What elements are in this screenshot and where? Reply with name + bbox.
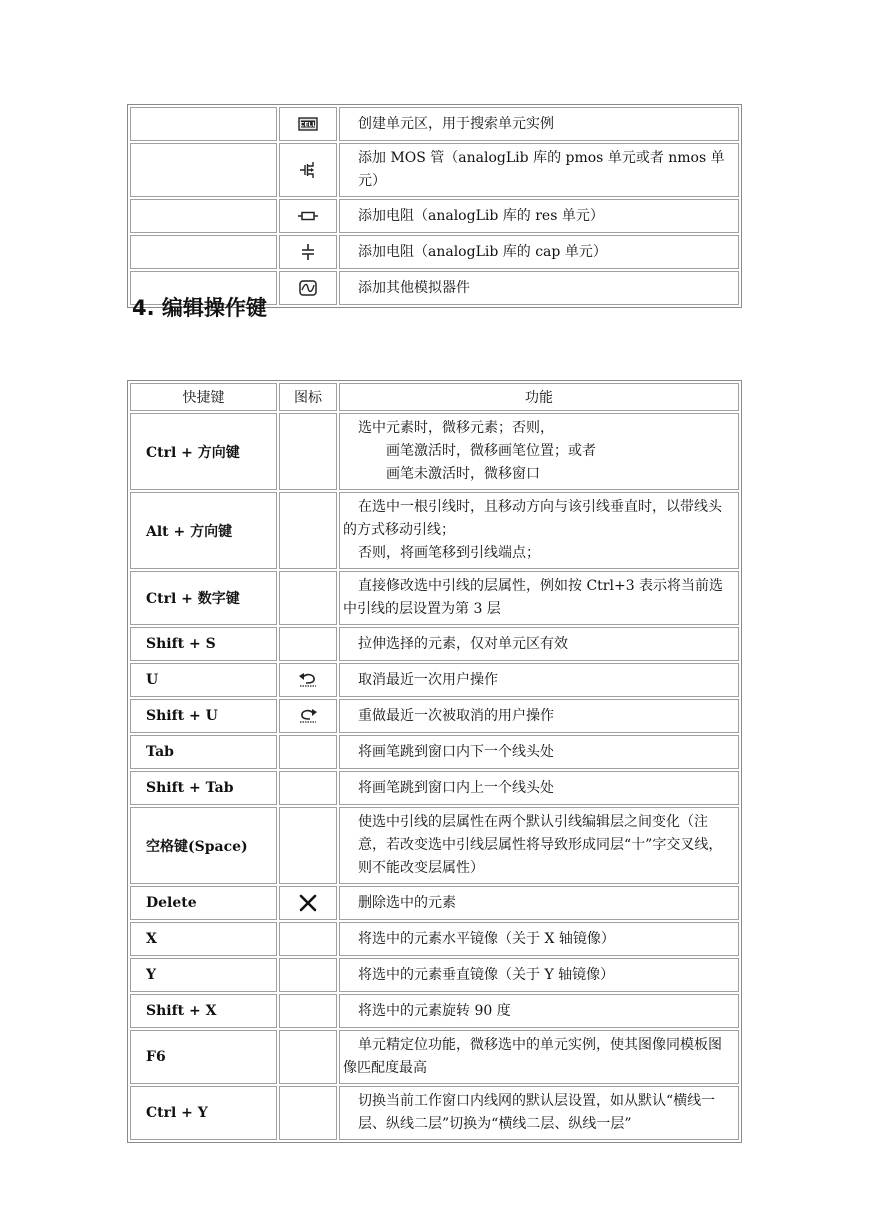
icon-cell bbox=[279, 958, 337, 992]
function-cell: 拉伸选择的元素，仅对单元区有效 bbox=[339, 627, 739, 661]
edit-shortcut-table bbox=[127, 380, 742, 1143]
icon-cell bbox=[279, 735, 337, 769]
table-row bbox=[130, 1030, 739, 1084]
key-cell: F6 bbox=[130, 1030, 277, 1084]
component-shortcut-table bbox=[127, 104, 742, 308]
icon-cell bbox=[279, 571, 337, 625]
key-cell: Ctrl + 数字键 bbox=[130, 571, 277, 625]
table-row bbox=[130, 492, 739, 569]
function-cell: 直接修改选中引线的层属性，例如按 Ctrl+3 表示将当前选中引线的层设置为第 3 层 bbox=[339, 571, 739, 625]
table-row bbox=[130, 235, 739, 269]
function-cell: 添加电阻（analogLib 库的 res 单元） bbox=[339, 199, 739, 233]
function-cell: 使选中引线的层属性在两个默认引线编辑层之间变化（注意，若改变选中引线层属性将导致形成同层“十”字交叉线，则不能改变层属性） bbox=[339, 807, 739, 884]
key-cell: U bbox=[130, 663, 277, 697]
icon-cell bbox=[279, 143, 337, 197]
function-line: 画笔未激活时，微移窗口 bbox=[386, 466, 540, 482]
undo-icon bbox=[298, 671, 318, 689]
key-cell: Ctrl + 方向键 bbox=[130, 413, 277, 490]
function-line: 在选中一根引线时，且移动方向与该引线垂直时，以带线头的方式移动引线； bbox=[343, 499, 722, 538]
key-cell: Shift + X bbox=[130, 994, 277, 1028]
key-cell: Shift + Tab bbox=[130, 771, 277, 805]
add-analog-device-icon bbox=[298, 279, 318, 297]
key-cell: 空格键(Space) bbox=[130, 807, 277, 884]
table-row bbox=[130, 922, 739, 956]
key-cell bbox=[130, 199, 277, 233]
icon-cell bbox=[279, 771, 337, 805]
icon-cell bbox=[279, 627, 337, 661]
svg-text:CELL: CELL bbox=[299, 121, 317, 129]
key-cell: X bbox=[130, 922, 277, 956]
icon-cell bbox=[279, 413, 337, 490]
table-header-row bbox=[130, 383, 739, 411]
icon-cell bbox=[279, 663, 337, 697]
icon-cell bbox=[279, 199, 337, 233]
function-line: 否则，将画笔移到引线端点； bbox=[358, 545, 540, 561]
function-cell: 创建单元区，用于搜索单元实例 bbox=[339, 107, 739, 141]
section-heading: 4. 编辑操作键 bbox=[132, 296, 267, 320]
create-cell-region-icon bbox=[298, 116, 318, 132]
key-cell bbox=[130, 235, 277, 269]
function-cell: 删除选中的元素 bbox=[339, 886, 739, 920]
icon-cell bbox=[279, 271, 337, 305]
function-cell bbox=[339, 492, 739, 569]
function-cell: 重做最近一次被取消的用户操作 bbox=[339, 699, 739, 733]
icon-cell bbox=[279, 807, 337, 884]
table-row bbox=[130, 627, 739, 661]
icon-cell bbox=[279, 886, 337, 920]
table-row bbox=[130, 413, 739, 490]
table-row bbox=[130, 699, 739, 733]
function-cell: 添加电阻（analogLib 库的 cap 单元） bbox=[339, 235, 739, 269]
key-cell: Shift + S bbox=[130, 627, 277, 661]
icon-cell bbox=[279, 1030, 337, 1084]
key-cell bbox=[130, 143, 277, 197]
function-cell: 添加其他模拟器件 bbox=[339, 271, 739, 305]
add-mos-transistor-icon bbox=[298, 161, 318, 179]
key-cell: Alt + 方向键 bbox=[130, 492, 277, 569]
table-row bbox=[130, 771, 739, 805]
icon-cell bbox=[279, 922, 337, 956]
table-row bbox=[130, 571, 739, 625]
header-icon: 图标 bbox=[279, 383, 337, 411]
header-function: 功能 bbox=[339, 383, 739, 411]
function-line: 画笔激活时，微移画笔位置；或者 bbox=[386, 443, 596, 459]
key-cell: Shift + U bbox=[130, 699, 277, 733]
delete-icon bbox=[298, 894, 318, 912]
icon-cell bbox=[279, 492, 337, 569]
add-resistor-icon bbox=[298, 210, 318, 222]
table-row bbox=[130, 663, 739, 697]
key-cell: Ctrl + Y bbox=[130, 1086, 277, 1140]
key-cell: Delete bbox=[130, 886, 277, 920]
table-row bbox=[130, 735, 739, 769]
table-row bbox=[130, 199, 739, 233]
icon-cell bbox=[279, 107, 337, 141]
function-cell: 单元精定位功能，微移选中的单元实例，使其图像同模板图像匹配度最高 bbox=[339, 1030, 739, 1084]
table-row bbox=[130, 994, 739, 1028]
header-shortcut: 快捷键 bbox=[130, 383, 277, 411]
function-cell: 切换当前工作窗口内线网的默认层设置，如从默认“横线一层、纵线二层”切换为“横线二层、纵线一层” bbox=[339, 1086, 739, 1140]
icon-cell bbox=[279, 1086, 337, 1140]
key-cell bbox=[130, 107, 277, 141]
function-line: 选中元素时，微移元素；否则， bbox=[358, 420, 554, 436]
key-cell: Y bbox=[130, 958, 277, 992]
table-row bbox=[130, 886, 739, 920]
table-row bbox=[130, 143, 739, 197]
function-cell: 添加 MOS 管（analogLib 库的 pmos 单元或者 nmos 单元） bbox=[339, 143, 739, 197]
add-capacitor-icon bbox=[298, 244, 318, 260]
icon-cell bbox=[279, 699, 337, 733]
function-cell: 将选中的元素水平镜像（关于 X 轴镜像） bbox=[339, 922, 739, 956]
function-cell bbox=[339, 413, 739, 490]
function-cell: 将画笔跳到窗口内上一个线头处 bbox=[339, 771, 739, 805]
function-cell: 将选中的元素旋转 90 度 bbox=[339, 994, 739, 1028]
function-cell: 将选中的元素垂直镜像（关于 Y 轴镜像） bbox=[339, 958, 739, 992]
table-row bbox=[130, 1086, 739, 1140]
table-row bbox=[130, 807, 739, 884]
redo-icon bbox=[298, 707, 318, 725]
icon-cell bbox=[279, 994, 337, 1028]
table-row bbox=[130, 107, 739, 141]
key-cell: Tab bbox=[130, 735, 277, 769]
icon-cell bbox=[279, 235, 337, 269]
function-cell: 将画笔跳到窗口内下一个线头处 bbox=[339, 735, 739, 769]
function-cell: 取消最近一次用户操作 bbox=[339, 663, 739, 697]
table-row bbox=[130, 958, 739, 992]
